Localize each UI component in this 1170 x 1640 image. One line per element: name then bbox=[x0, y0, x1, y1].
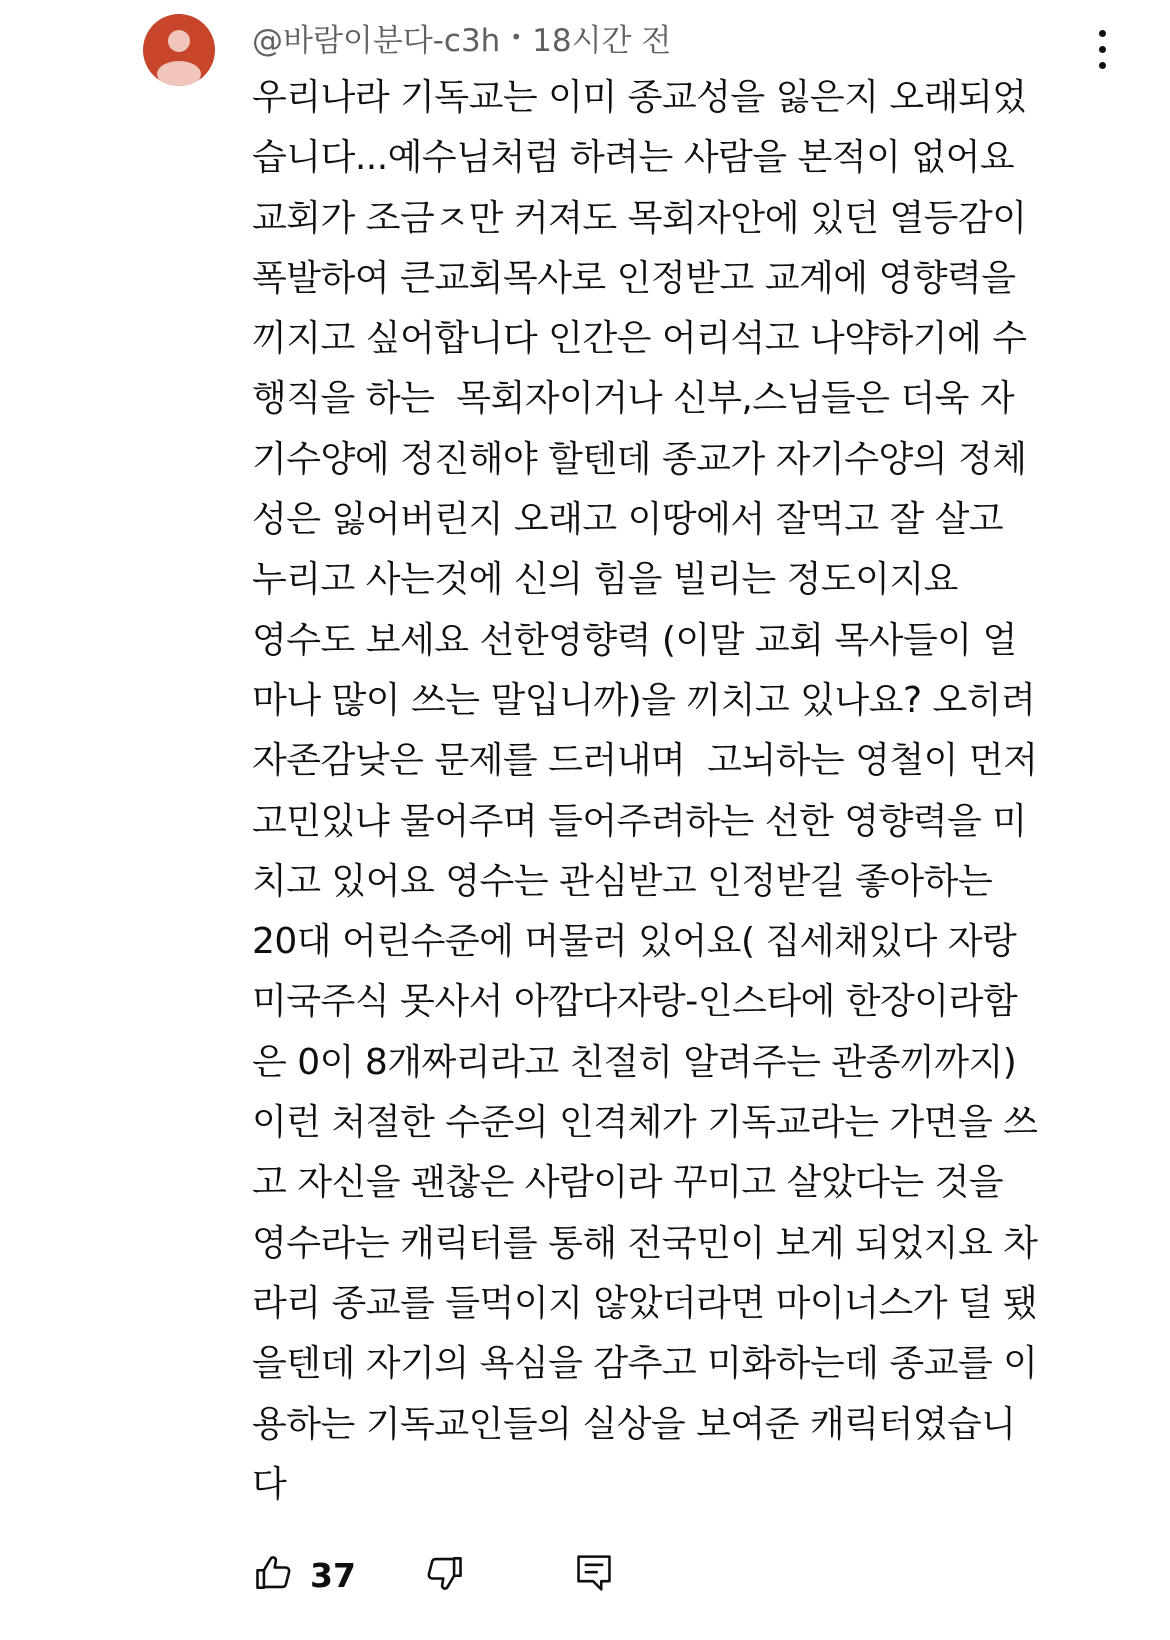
comment-line: 20대 어린수준에 머물러 있어요( 집세채있다 자랑 bbox=[252, 921, 1017, 963]
thumbs-down-icon bbox=[422, 1551, 466, 1599]
reply-button[interactable] bbox=[574, 1545, 614, 1605]
comment-line: 폭발하여 큰교회목사로 인정받고 교계에 영향력을 bbox=[252, 257, 1016, 299]
comment-line: 습니다...예수님처럼 하려는 사람을 본적이 없어요 bbox=[252, 137, 1015, 179]
comment-line: 영수라는 캐릭터를 통해 전국민이 보게 되었지요 차 bbox=[252, 1222, 1038, 1264]
comment-line: 마나 많이 쓰는 말입니까)을 끼치고 있나요? 오히려 bbox=[252, 679, 1036, 721]
comment-line: 성은 잃어버린지 오래고 이땅에서 잘먹고 잘 살고 bbox=[252, 499, 1004, 541]
thumbs-up-icon bbox=[252, 1551, 296, 1599]
comment-actions bbox=[252, 1545, 652, 1605]
comment-text bbox=[252, 68, 1102, 1515]
separator-dot: • bbox=[510, 25, 523, 49]
comment-line: 영수도 보세요 선한영향력 (이말 교회 목사들이 얼 bbox=[252, 619, 1017, 661]
comment-line: 치고 있어요 영수는 관심받고 인정받길 좋아하는 bbox=[252, 860, 993, 902]
comment-line: 우리나라 기독교는 이미 종교성을 잃은지 오래되었 bbox=[252, 77, 1027, 118]
comment-line: 용하는 기독교인들의 실상을 보여준 캐릭터였습니 bbox=[252, 1403, 1016, 1445]
comment-line: 을텐데 자기의 욕심을 감추고 미화하는데 종교를 이 bbox=[252, 1343, 1038, 1385]
comment-line: 다 bbox=[252, 1463, 287, 1505]
comment-line: 고민있냐 물어주며 들어주려하는 선한 영향력을 미 bbox=[252, 800, 1027, 842]
comment-header bbox=[252, 14, 671, 60]
like-button[interactable] bbox=[252, 1545, 356, 1605]
like-count: 37 bbox=[310, 1555, 356, 1595]
comment-line: 고 자신을 괜찮은 사람이라 꾸미고 살았다는 것을 bbox=[252, 1162, 1004, 1204]
comment-line: 이런 처절한 수준의 인격체가 기독교라는 가면을 쓰 bbox=[252, 1102, 1038, 1144]
more-vert-icon-dot bbox=[1099, 46, 1106, 53]
comment-line: 행직을 하는 목회자이거나 신부,스님들은 더욱 자 bbox=[252, 378, 1015, 420]
more-vert-icon bbox=[1099, 30, 1106, 37]
avatar[interactable] bbox=[143, 14, 215, 86]
dislike-button[interactable] bbox=[422, 1545, 466, 1605]
comment-line: 기수양에 정진해야 할텐데 종교가 자기수양의 정체 bbox=[252, 438, 1027, 480]
default-avatar-icon bbox=[143, 14, 215, 86]
author-name[interactable]: @바람이분다-c3h bbox=[252, 22, 501, 59]
comment-line: 교회가 조금ㅈ만 커져도 목회자안에 있던 열등감이 bbox=[252, 197, 1027, 239]
comment-line: 끼지고 싶어합니다 인간은 어리석고 나약하기에 수 bbox=[252, 318, 1027, 360]
reply-comment-icon bbox=[574, 1551, 614, 1599]
comment-line: 누리고 사는것에 신의 힘을 빌리는 정도이지요 bbox=[252, 559, 958, 601]
comment-time[interactable]: 18시간 전 bbox=[532, 22, 672, 59]
comment-line: 미국주식 못사서 아깝다자랑-인스타에 한장이라함 bbox=[252, 981, 1018, 1023]
comment-line: 은 0이 8개짜리라고 친절히 알려주는 관종끼까지) bbox=[252, 1041, 1017, 1083]
more-options-button[interactable] bbox=[1080, 24, 1124, 74]
comment-line: 자존감낮은 문제를 드러내며 고뇌하는 영철이 먼저 bbox=[252, 740, 1038, 782]
comment-line: 라리 종교를 들먹이지 않았더라면 마이너스가 덜 됐 bbox=[252, 1282, 1038, 1324]
